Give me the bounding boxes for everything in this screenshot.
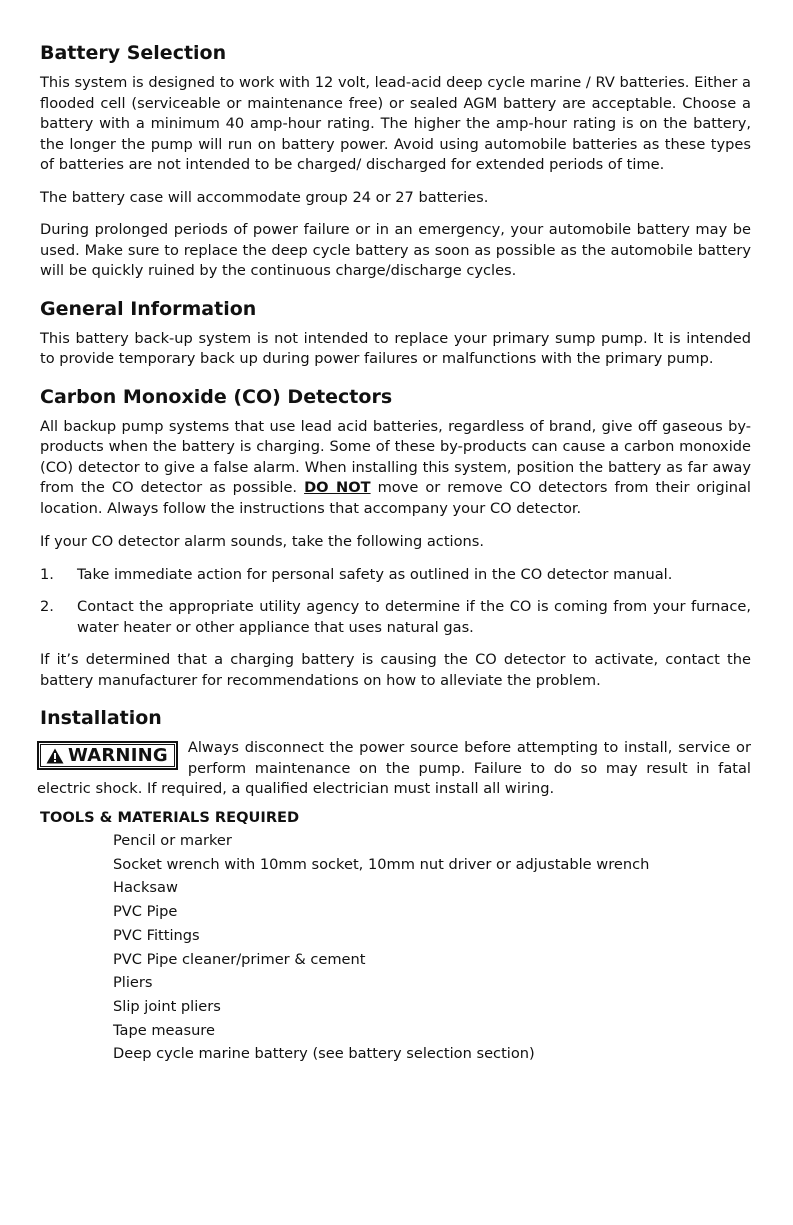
warning-block <box>37 736 751 800</box>
do-not-emphasis: DO NOT <box>304 479 371 496</box>
tool-item: Deep cycle marine battery (see battery selection section) <box>113 1045 535 1063</box>
list-item-text: Take immediate action for personal safety as outlined in the CO detector manual. <box>77 565 673 583</box>
tool-item: Hacksaw <box>113 879 178 897</box>
tools-list <box>113 829 751 1066</box>
manual-page <box>37 40 751 1066</box>
list-item-number: 2. <box>40 598 54 615</box>
installation-heading: Installation <box>40 707 162 729</box>
co-text-before: All backup pump systems that use lead acid batteries, regardless of brand, give off gaseous by-products when the battery is charging. Some of these by-products can cause a carbon monoxide (CO) detector to give a false alarm. When installing this system, position the battery as far away from the CO detector as possible. <box>40 417 751 496</box>
tool-item: PVC Pipe cleaner/primer & cement <box>113 950 366 968</box>
tool-item: Tape measure <box>113 1021 215 1039</box>
co-text-after: move or remove CO detectors from their original location. Always follow the instructions that accompany your CO detector. <box>40 479 751 517</box>
tool-item: Slip joint pliers <box>113 997 221 1015</box>
battery-selection-paragraph-3: During prolonged periods of power failure or in an emergency, your automobile battery may be used. Make sure to replace the deep cycle battery as soon as possible as the automobile battery will be quickly ruined by the continuous charge/discharge cycles. <box>40 221 751 279</box>
general-information-paragraph: This battery back-up system is not intended to replace your primary sump pump. It is intended to provide temporary back up during power failures or malfunctions with the primary pump. <box>40 329 751 367</box>
co-actions-list <box>40 565 751 639</box>
tools-heading: TOOLS & MATERIALS REQUIRED <box>40 808 300 826</box>
tool-item: Socket wrench with 10mm socket, 10mm nut driver or adjustable wrench <box>113 855 650 873</box>
warning-text: Always disconnect the power source before attempting to install, service or perform maintenance on the pump. Failure to do so may result in fatal electric shock. If required, a qualified electrician must install all wiring. <box>37 739 751 797</box>
warning-triangle-icon <box>46 748 64 764</box>
warning-badge <box>37 741 178 770</box>
co-detectors-paragraph-3: If it’s determined that a charging battery is causing the CO detector to activate, contact the battery manufacturer for recommendations on how to alleviate the problem. <box>40 651 751 689</box>
co-detectors-paragraph-1 <box>40 417 751 520</box>
warning-label: WARNING <box>68 745 168 766</box>
battery-selection-heading: Battery Selection <box>40 42 227 64</box>
battery-selection-paragraph-1: This system is designed to work with 12 volt, lead-acid deep cycle marine / RV batteries. Either a flooded cell (serviceable or maintenance free) or sealed AGM battery are acceptable. Choose a battery with a minimum 40 amp-hour rating. The higher the amp-hour rating is on the battery, the longer the pump will run on battery power. Avoid using automobile batteries as these types of batteries are not intended to be charged/ discharged for extended periods of time. <box>40 74 751 173</box>
tool-item: PVC Pipe <box>113 903 178 921</box>
co-detectors-paragraph-2: If your CO detector alarm sounds, take the following actions. <box>40 533 485 550</box>
general-information-heading: General Information <box>40 297 257 320</box>
co-detectors-heading: Carbon Monoxide (CO) Detectors <box>40 385 393 408</box>
tool-item: PVC Fittings <box>113 926 200 944</box>
list-item-text: Contact the appropriate utility agency to determine if the CO is coming from your furnace, water heater or other appliance that uses natural gas. <box>77 598 751 636</box>
tool-item: Pliers <box>113 974 153 992</box>
battery-selection-paragraph-2: The battery case will accommodate group 24 or 27 batteries. <box>40 188 489 206</box>
list-item <box>40 597 751 638</box>
list-item-number: 1. <box>40 565 54 583</box>
tool-item: Pencil or marker <box>113 832 232 849</box>
list-item <box>40 565 751 586</box>
